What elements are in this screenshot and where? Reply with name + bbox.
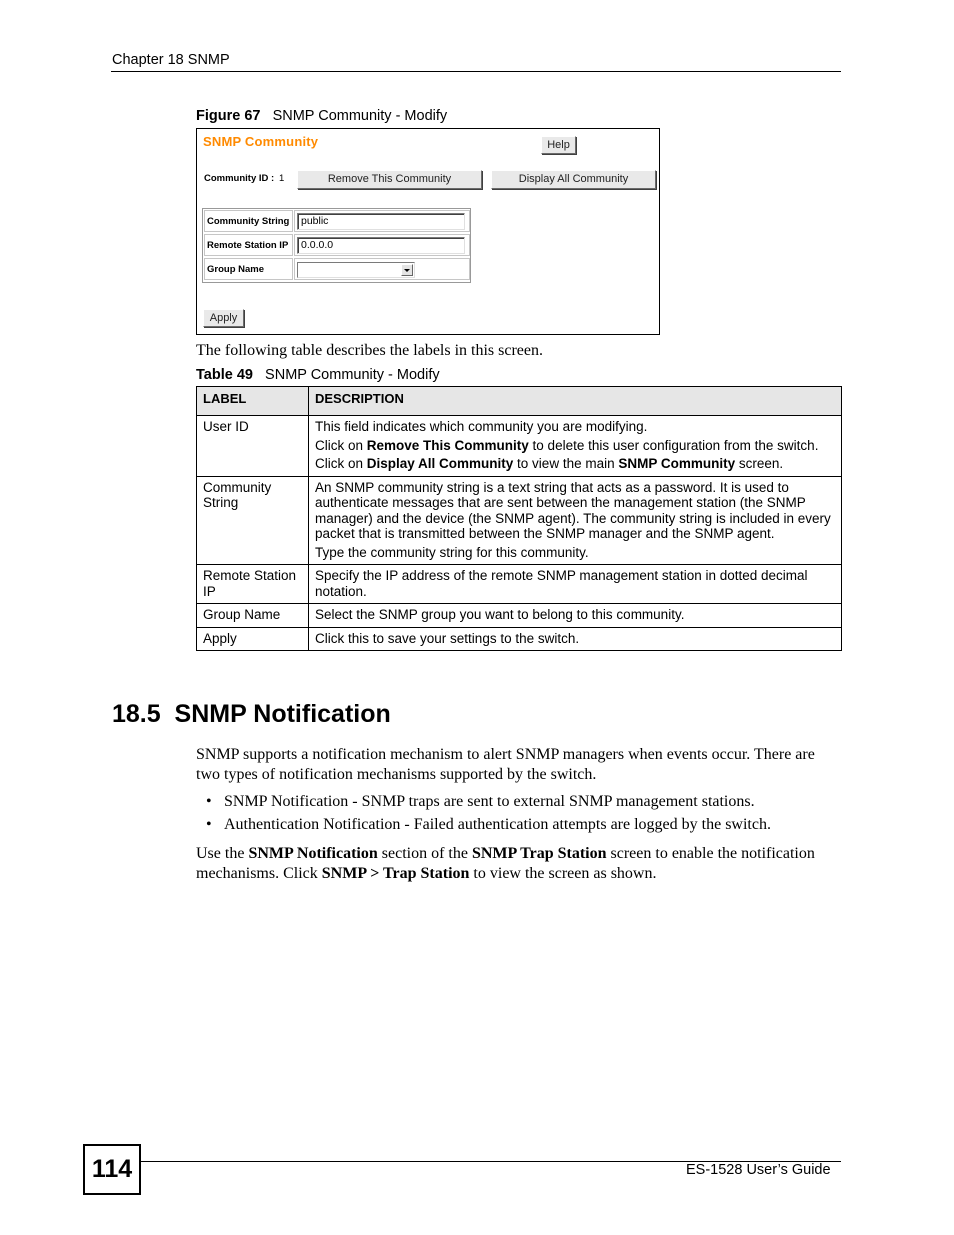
figure-number: Figure 67 bbox=[196, 108, 261, 124]
row-description bbox=[309, 604, 842, 628]
desc-line bbox=[315, 438, 835, 454]
section-heading: 18.5 SNMP Notification bbox=[112, 700, 391, 728]
display-all-community-button[interactable]: Display All Community bbox=[491, 170, 656, 189]
remote-station-row bbox=[204, 234, 469, 257]
desc-text: Click on bbox=[315, 456, 367, 471]
row-description bbox=[309, 627, 842, 651]
remote-station-input[interactable]: 0.0.0.0 bbox=[297, 237, 465, 254]
group-name-select[interactable] bbox=[297, 262, 415, 278]
header-rule bbox=[111, 71, 841, 72]
table-row bbox=[197, 565, 842, 604]
intro-text: The following table describes the labels in this screen. bbox=[196, 342, 544, 359]
table-row bbox=[197, 627, 842, 651]
chapter-header: Chapter 18 SNMP bbox=[112, 52, 230, 68]
para-text: section of the bbox=[377, 845, 472, 862]
bullet-marker: • bbox=[206, 816, 212, 833]
group-name-label: Group Name bbox=[204, 258, 293, 280]
desc-line: Select the SNMP group you want to belong to this community. bbox=[315, 607, 685, 622]
snmp-community-screenshot bbox=[196, 128, 660, 335]
community-string-label: Community String bbox=[204, 210, 293, 232]
row-label: User ID bbox=[197, 416, 309, 477]
desc-text: Click on bbox=[315, 437, 367, 453]
help-button[interactable]: Help bbox=[541, 136, 576, 154]
apply-button[interactable]: Apply bbox=[203, 309, 244, 327]
table-title: SNMP Community - Modify bbox=[265, 367, 440, 383]
community-id-label: Community ID : bbox=[204, 173, 275, 184]
body-paragraph: SNMP supports a notification mechanism to alert SNMP managers when events occur. There are two types of notification mechanisms supported by the switch. bbox=[196, 746, 815, 783]
para-text: screen to enable the notification mechanisms. Click bbox=[196, 845, 815, 882]
table-header-row bbox=[197, 387, 842, 416]
row-label: Community String bbox=[197, 476, 309, 565]
table-number: Table 49 bbox=[196, 367, 253, 383]
remote-station-cell bbox=[294, 234, 470, 256]
para-bold: SNMP > Trap Station bbox=[321, 865, 470, 882]
row-description bbox=[309, 565, 842, 604]
community-string-input[interactable]: public bbox=[297, 213, 465, 230]
desc-bold: Remove This Community bbox=[366, 437, 529, 453]
table-row bbox=[197, 604, 842, 628]
para-text: to view the screen as shown. bbox=[469, 865, 657, 882]
row-description bbox=[309, 416, 842, 477]
desc-bold: SNMP Community bbox=[618, 456, 736, 471]
desc-line bbox=[315, 456, 835, 472]
community-string-row bbox=[204, 210, 469, 233]
table-row bbox=[197, 476, 842, 565]
table-caption bbox=[196, 367, 440, 383]
desc-line: An SNMP community string is a text string that acts as a password. It is used to authenticate messages that are sent between the management station (the SNMP manager) and the device (the SNMP agent). The community string is included in every packet that is transmitted between the SNMP manager and the SNMP agent. bbox=[315, 479, 831, 541]
guide-name: ES-1528 User’s Guide bbox=[686, 1162, 831, 1178]
para-bold: SNMP Trap Station bbox=[471, 845, 607, 862]
community-id-value: 1 bbox=[279, 173, 285, 184]
col-header-label: LABEL bbox=[197, 387, 309, 416]
row-label: Group Name bbox=[197, 604, 309, 628]
desc-text: screen. bbox=[735, 456, 784, 471]
body-paragraph bbox=[196, 844, 841, 884]
row-label: Apply bbox=[197, 627, 309, 651]
row-label: Remote Station IP bbox=[197, 565, 309, 604]
figure-caption bbox=[196, 108, 447, 124]
table-row bbox=[197, 416, 842, 477]
list-item-text: SNMP Notification - SNMP traps are sent to external SNMP management stations. bbox=[224, 793, 755, 810]
desc-text: to view the main bbox=[513, 456, 619, 471]
group-name-row bbox=[204, 258, 469, 281]
community-form bbox=[202, 208, 471, 283]
remove-community-button[interactable]: Remove This Community bbox=[297, 170, 482, 189]
desc-bold: Display All Community bbox=[366, 456, 514, 471]
para-bold: SNMP Notification bbox=[248, 845, 378, 862]
figure-title: SNMP Community - Modify bbox=[272, 108, 448, 124]
screen-title: SNMP Community bbox=[203, 134, 319, 149]
desc-line: This field indicates which community you are modifying. bbox=[315, 419, 648, 434]
desc-line: Specify the IP address of the remote SNMP management station in dotted decimal notation. bbox=[315, 568, 808, 599]
para-text: Use the bbox=[196, 845, 249, 862]
col-header-description: DESCRIPTION bbox=[309, 387, 842, 416]
list-item bbox=[206, 816, 771, 834]
row-description bbox=[309, 476, 842, 565]
desc-line: Type the community string for this community. bbox=[315, 544, 589, 560]
group-name-cell bbox=[294, 258, 470, 280]
desc-text: to delete this user configuration from the switch. bbox=[528, 437, 819, 453]
community-string-cell bbox=[294, 210, 470, 232]
page-number: 114 bbox=[83, 1144, 141, 1195]
list-item-text: Authentication Notification - Failed authentication attempts are logged by the switch. bbox=[224, 816, 771, 833]
remote-station-label: Remote Station IP bbox=[204, 234, 293, 256]
desc-line: Click this to save your settings to the switch. bbox=[315, 630, 580, 646]
chevron-down-icon[interactable] bbox=[401, 264, 413, 276]
list-item bbox=[206, 793, 755, 811]
label-description-table bbox=[196, 386, 842, 651]
bullet-marker: • bbox=[206, 793, 212, 810]
